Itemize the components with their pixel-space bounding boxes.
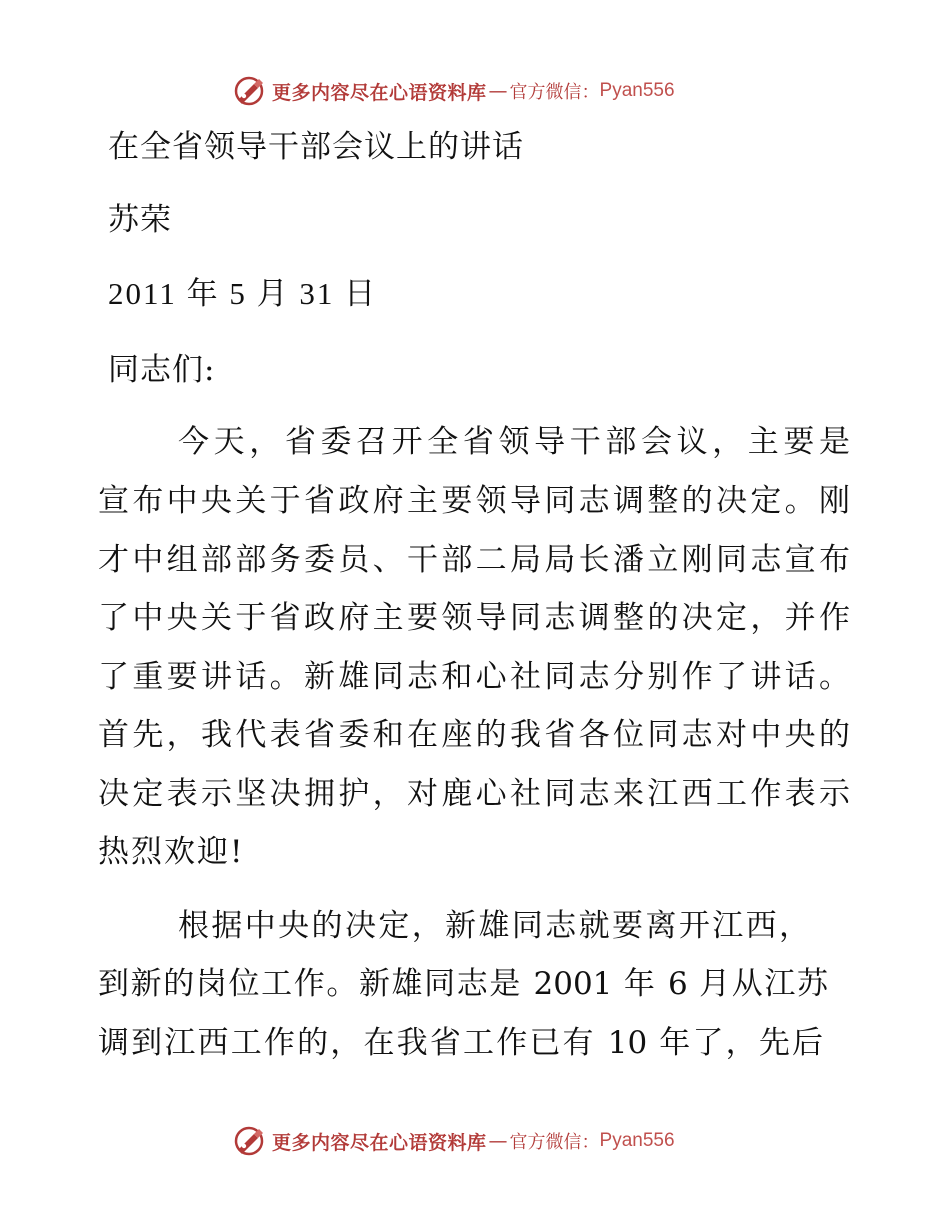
- document-author: 苏荣: [108, 202, 172, 238]
- paragraph-line: 决定表示坚决拥护，对鹿心社同志来江西工作表示: [98, 776, 850, 812]
- watermark-footer: [232, 1121, 675, 1161]
- paragraph-line: 宣布中央关于省政府主要领导同志调整的决定。刚: [98, 483, 850, 519]
- paragraph-line: 调到江西工作的，在我省工作已有 10 年了，先后: [98, 1025, 823, 1061]
- watermark-contact-id: Pyan556: [599, 1130, 675, 1151]
- watermark-contact-label: 官方微信：: [509, 1132, 600, 1153]
- paragraph-line: 才中组部部务委员、干部二局局长潘立刚同志宣布: [98, 542, 850, 578]
- document-date: 2011 年 5 月 31 日: [108, 276, 378, 311]
- watermark-dash: —: [488, 80, 508, 102]
- paragraph-line: 了中央关于省政府主要领导同志调整的决定，并作: [98, 600, 850, 636]
- paragraph-line: 了重要讲话。新雄同志和心社同志分别作了讲话。: [98, 659, 850, 695]
- watermark-contact-id: Pyan556: [599, 80, 675, 101]
- document-title: 在全省领导干部会议上的讲话: [108, 129, 524, 165]
- watermark-text: 更多内容尽在心语资料库: [272, 81, 487, 104]
- pen-logo-icon: [232, 1124, 266, 1158]
- watermark-dash: —: [488, 1130, 508, 1152]
- paragraph-line: 首先，我代表省委和在座的我省各位同志对中央的: [98, 717, 850, 753]
- watermark-header: [232, 71, 675, 111]
- document-salutation: 同志们:: [108, 352, 216, 388]
- paragraph-line: 热烈欢迎!: [98, 834, 245, 870]
- watermark-text: 更多内容尽在心语资料库: [272, 1131, 487, 1154]
- paragraph-line: 到新的岗位工作。新雄同志是 2001 年 6 月从江苏: [98, 966, 828, 1002]
- paragraph-line: 今天，省委召开全省领导干部会议，主要是: [178, 424, 850, 460]
- paragraph-line: 根据中央的决定，新雄同志就要离开江西，: [178, 908, 810, 944]
- watermark-contact-label: 官方微信：: [509, 82, 600, 103]
- pen-logo-icon: [232, 74, 266, 108]
